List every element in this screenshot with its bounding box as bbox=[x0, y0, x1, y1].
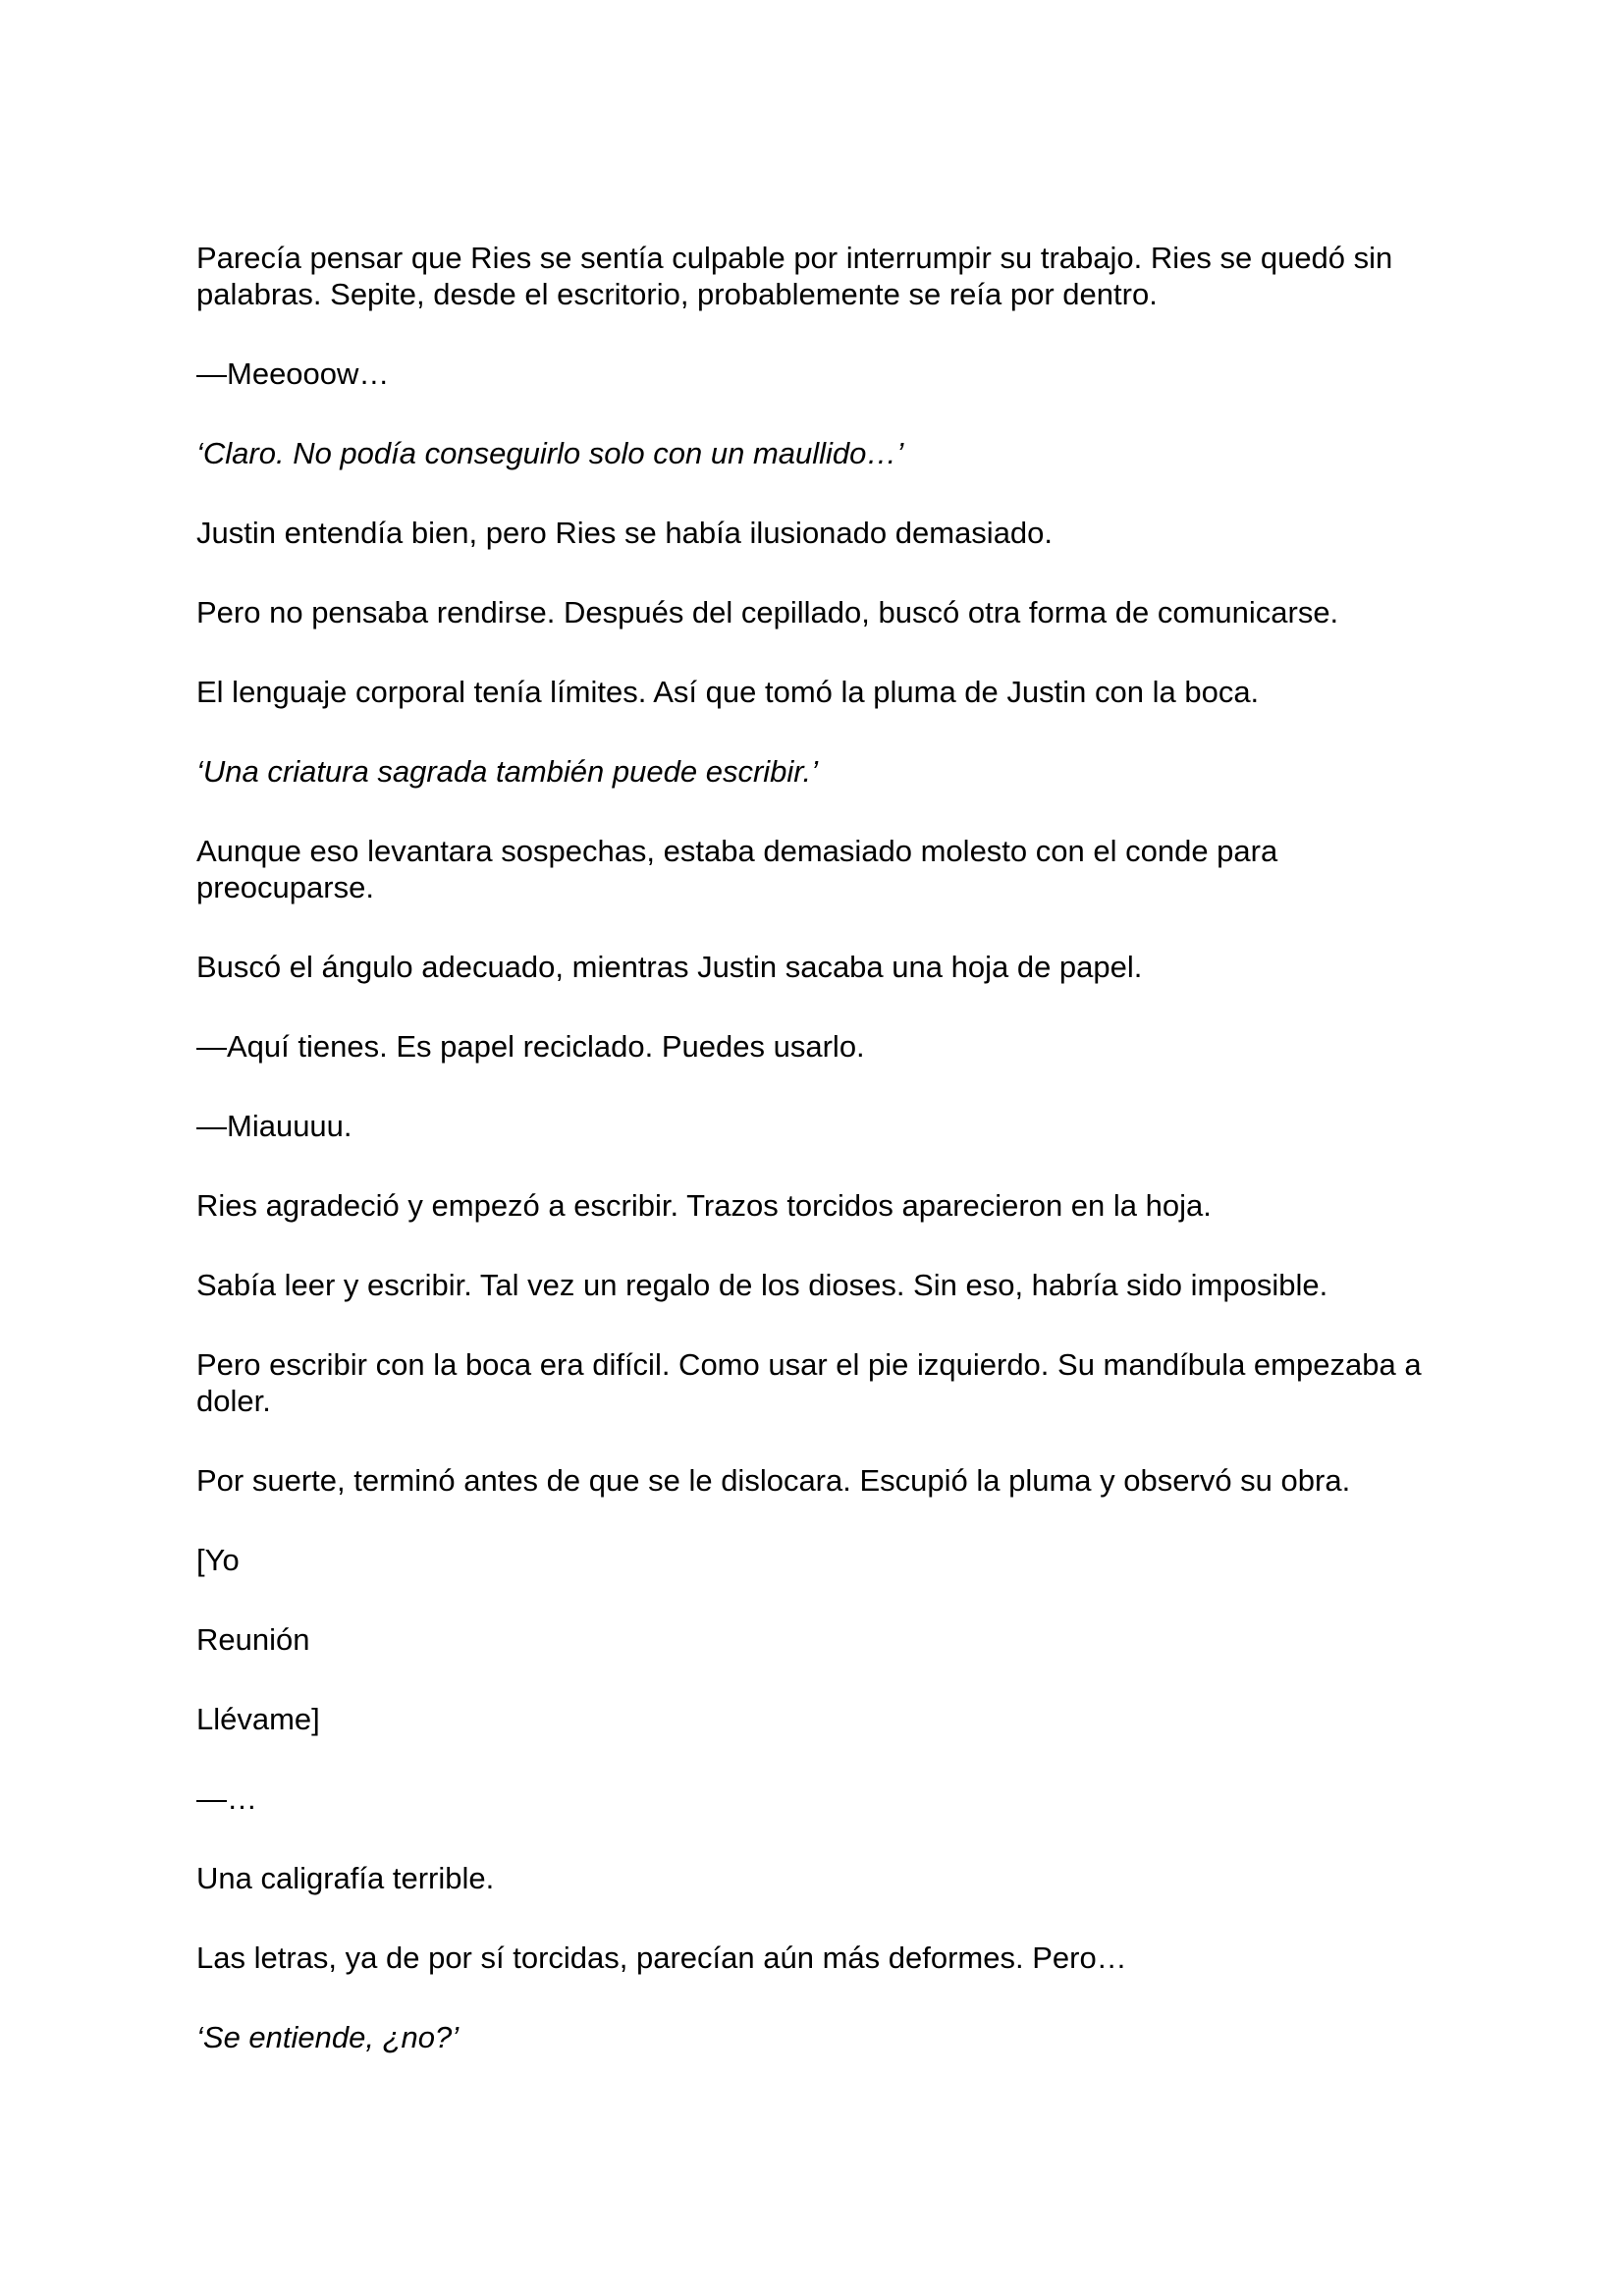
paragraph: Las letras, ya de por sí torcidas, parecían aún más deformes. Pero… bbox=[196, 1941, 1127, 1975]
paragraph: Por suerte, terminó antes de que se le dislocara. Escupió la pluma y observó su obra. bbox=[196, 1463, 1351, 1498]
paragraph: —… bbox=[196, 1781, 257, 1816]
paragraph: Llévame] bbox=[196, 1702, 320, 1736]
paragraph: Aunque eso levantara sospechas, estaba demasiado molesto con el conde para preocuparse. bbox=[196, 834, 1278, 904]
paragraph: ‘Claro. No podía conseguirlo solo con un maullido…’ bbox=[196, 436, 904, 470]
paragraph: [Yo bbox=[196, 1543, 240, 1577]
paragraph: Parecía pensar que Ries se sentía culpable por interrumpir su trabajo. Ries se quedó sin palabras. Sepite, desde el escritorio, probablemente se reía por dentro. bbox=[196, 241, 1393, 311]
paragraph: Ries agradeció y empezó a escribir. Trazos torcidos aparecieron en la hoja. bbox=[196, 1188, 1212, 1223]
paragraph: —Miauuuu. bbox=[196, 1109, 352, 1143]
paragraph: El lenguaje corporal tenía límites. Así que tomó la pluma de Justin con la boca. bbox=[196, 675, 1260, 709]
paragraph: Pero no pensaba rendirse. Después del cepillado, buscó otra forma de comunicarse. bbox=[196, 595, 1339, 629]
paragraph: Sabía leer y escribir. Tal vez un regalo de los dioses. Sin eso, habría sido imposible. bbox=[196, 1268, 1328, 1302]
paragraph: ‘Se entiende, ¿no?’ bbox=[196, 2020, 460, 2054]
paragraph: Pero escribir con la boca era difícil. Como usar el pie izquierdo. Su mandíbula empezaba a doler. bbox=[196, 1347, 1422, 1418]
paragraph: Una caligrafía terrible. bbox=[196, 1861, 495, 1895]
paragraph: ‘Una criatura sagrada también puede escribir.’ bbox=[196, 754, 818, 789]
paragraph: —Meeooow… bbox=[196, 356, 390, 391]
paragraph: Reunión bbox=[196, 1622, 310, 1657]
document-body bbox=[196, 240, 1428, 2099]
paragraph: Buscó el ángulo adecuado, mientras Justin sacaba una hoja de papel. bbox=[196, 950, 1143, 984]
paragraph: Justin entendía bien, pero Ries se había ilusionado demasiado. bbox=[196, 516, 1054, 550]
paragraph: —Aquí tienes. Es papel reciclado. Puedes usarlo. bbox=[196, 1029, 865, 1064]
